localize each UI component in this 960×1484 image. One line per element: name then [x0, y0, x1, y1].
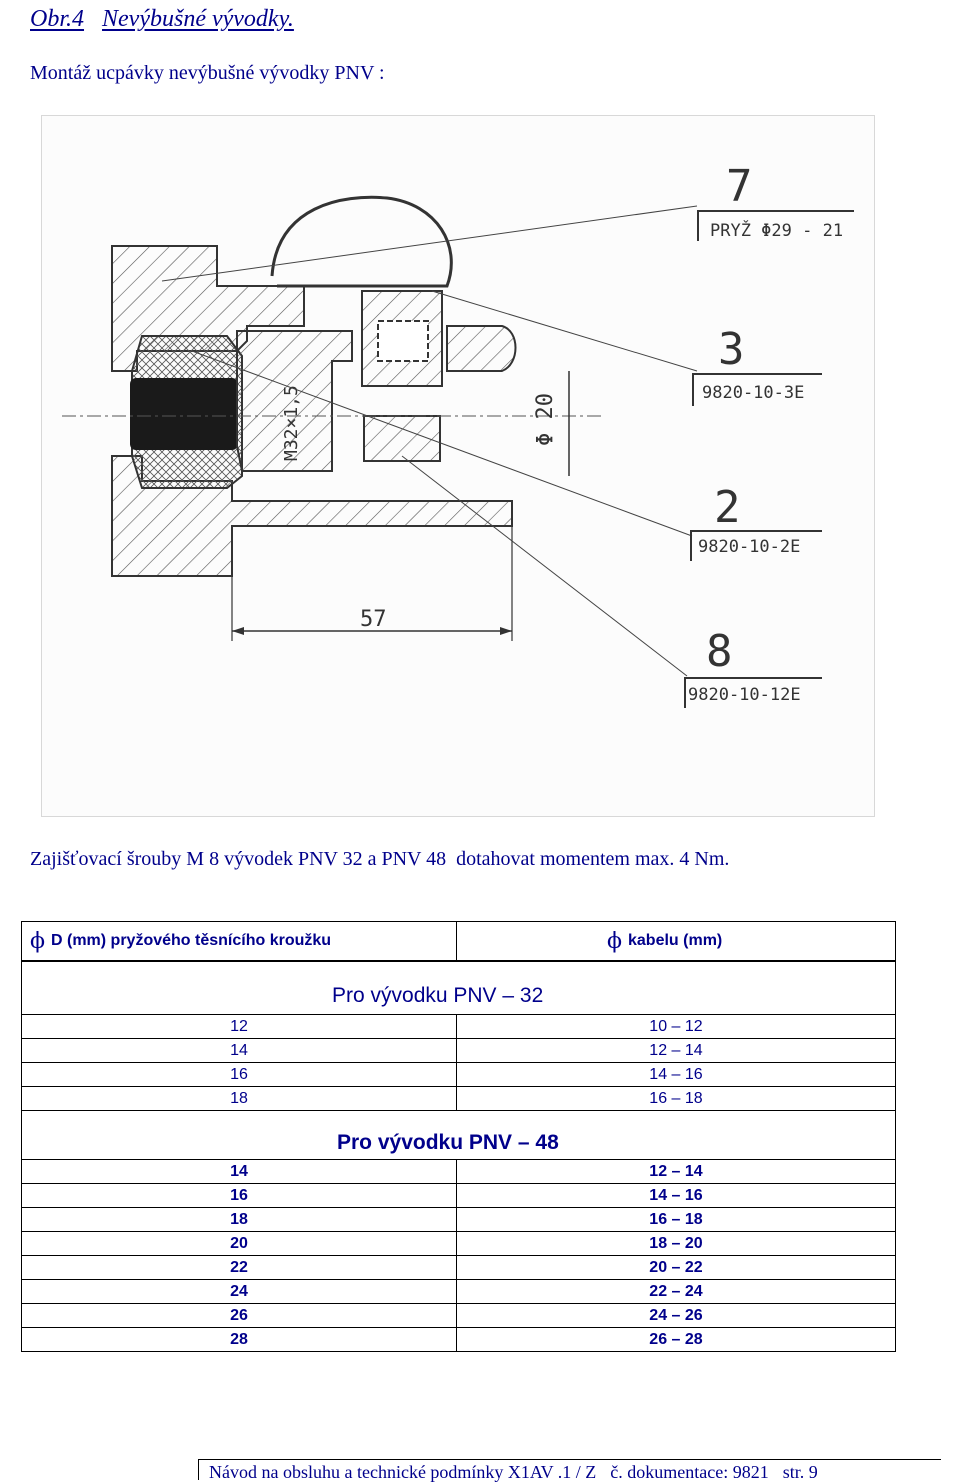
page-footer: [198, 1459, 941, 1480]
callout-3-number: 3: [718, 324, 745, 375]
seal-size-table: [21, 921, 896, 1352]
callout-8-code: 9820-10-12E: [688, 685, 801, 705]
rubber-cap: [272, 197, 451, 286]
seal-diameter-cell: 16: [22, 1063, 457, 1086]
seal-diameter-cell: 26: [22, 1304, 457, 1327]
table-row: [21, 1184, 896, 1208]
callout-3-code: 9820-10-3E: [702, 383, 805, 403]
seal-diameter-cell: 14: [22, 1160, 457, 1183]
cable-range-cell: 22 – 24: [649, 1283, 703, 1300]
seal-diameter-cell: 22: [22, 1256, 457, 1279]
table-row: [21, 1256, 896, 1280]
table-row: [21, 1208, 896, 1232]
seal-diameter-cell: 16: [22, 1184, 457, 1207]
table-header: [21, 921, 896, 962]
figure-caption: Nevýbušné vývodky.: [102, 6, 294, 32]
table-row: [21, 1160, 896, 1184]
phi-symbol: ϕ: [607, 928, 622, 954]
section-title-pnv-48: Pro vývodku PNV – 48: [337, 1131, 559, 1154]
table-row: [21, 1039, 896, 1063]
callout-8-number: 8: [706, 626, 733, 677]
phi-symbol: ϕ: [30, 928, 45, 954]
cable-range-cell: 20 – 22: [649, 1259, 703, 1276]
section-pnv-48: [21, 1111, 896, 1160]
section-title-pnv-32: Pro vývodku PNV – 32: [332, 984, 544, 1007]
cable-range-cell: 12 – 14: [649, 1163, 703, 1180]
footer-manual-title: Návod na obsluhu a technické podmínky X1AV .1 / Z: [209, 1462, 597, 1482]
cable-range-cell: 10 – 12: [649, 1018, 703, 1035]
thread-label: M32×1,5: [281, 385, 302, 461]
callout-7-code: PRYŽ Φ29 - 21: [710, 221, 844, 241]
seal-diameter-cell: 20: [22, 1232, 457, 1255]
callout-2-code: 9820-10-2E: [698, 537, 801, 557]
tightening-note-part2: dotahovat momentem max. 4 Nm.: [456, 848, 730, 870]
locking-screw: [378, 321, 428, 361]
cable-range-cell: 16 – 18: [649, 1211, 703, 1228]
table-row: [21, 1304, 896, 1328]
dimension-57-label: 57: [360, 607, 387, 632]
cable-core: [130, 378, 238, 450]
table-row: [21, 1015, 896, 1039]
footer-page-number: str. 9: [782, 1462, 818, 1482]
cable-range-cell: 14 – 16: [649, 1066, 703, 1083]
dimension-phi20-label: Φ 20: [533, 393, 558, 446]
gland-cross-section-drawing: [42, 116, 874, 816]
header-seal-diameter: [22, 922, 457, 960]
seal-diameter-cell: 24: [22, 1280, 457, 1303]
tightening-note: [30, 848, 729, 871]
figure-number: Obr.4: [30, 6, 85, 32]
cable-range-cell: 12 – 14: [649, 1042, 703, 1059]
assembly-subtitle: Montáž ucpávky nevýbušné vývodky PNV :: [30, 62, 385, 84]
seal-diameter-cell: 12: [22, 1015, 457, 1038]
leader-8: [402, 456, 687, 676]
header-left-label: D (mm) pryžového těsnícího kroužku: [51, 932, 332, 949]
technical-drawing: [41, 115, 875, 817]
header-cable-diameter: [457, 922, 895, 960]
footer-document-number: č. dokumentace: 9821: [610, 1462, 769, 1482]
cable-range-cell: 24 – 26: [649, 1307, 703, 1324]
cable-range-cell: 26 – 28: [649, 1331, 703, 1348]
right-ring: [447, 326, 516, 371]
seal-diameter-cell: 18: [22, 1087, 457, 1110]
cable-range-cell: 18 – 20: [649, 1235, 703, 1252]
cable-range-cell: 14 – 16: [649, 1187, 703, 1204]
tightening-note-part1: Zajišťovací šrouby M 8 vývodek PNV 32 a PNV 48: [30, 848, 447, 870]
seal-diameter-cell: 18: [22, 1208, 457, 1231]
cable-range-cell: 16 – 18: [649, 1090, 703, 1107]
seal-diameter-cell: 14: [22, 1039, 457, 1062]
table-row: [21, 1063, 896, 1087]
callout-7-number: 7: [726, 161, 753, 212]
seal-diameter-cell: 28: [22, 1328, 457, 1351]
figure-title: [30, 6, 294, 33]
table-row: [21, 1328, 896, 1352]
section-pnv-32: [21, 962, 896, 1015]
table-row: [21, 1232, 896, 1256]
table-row: [21, 1280, 896, 1304]
callout-2-number: 2: [714, 482, 741, 533]
table-row: [21, 1087, 896, 1111]
header-right-label: kabelu (mm): [628, 932, 723, 949]
